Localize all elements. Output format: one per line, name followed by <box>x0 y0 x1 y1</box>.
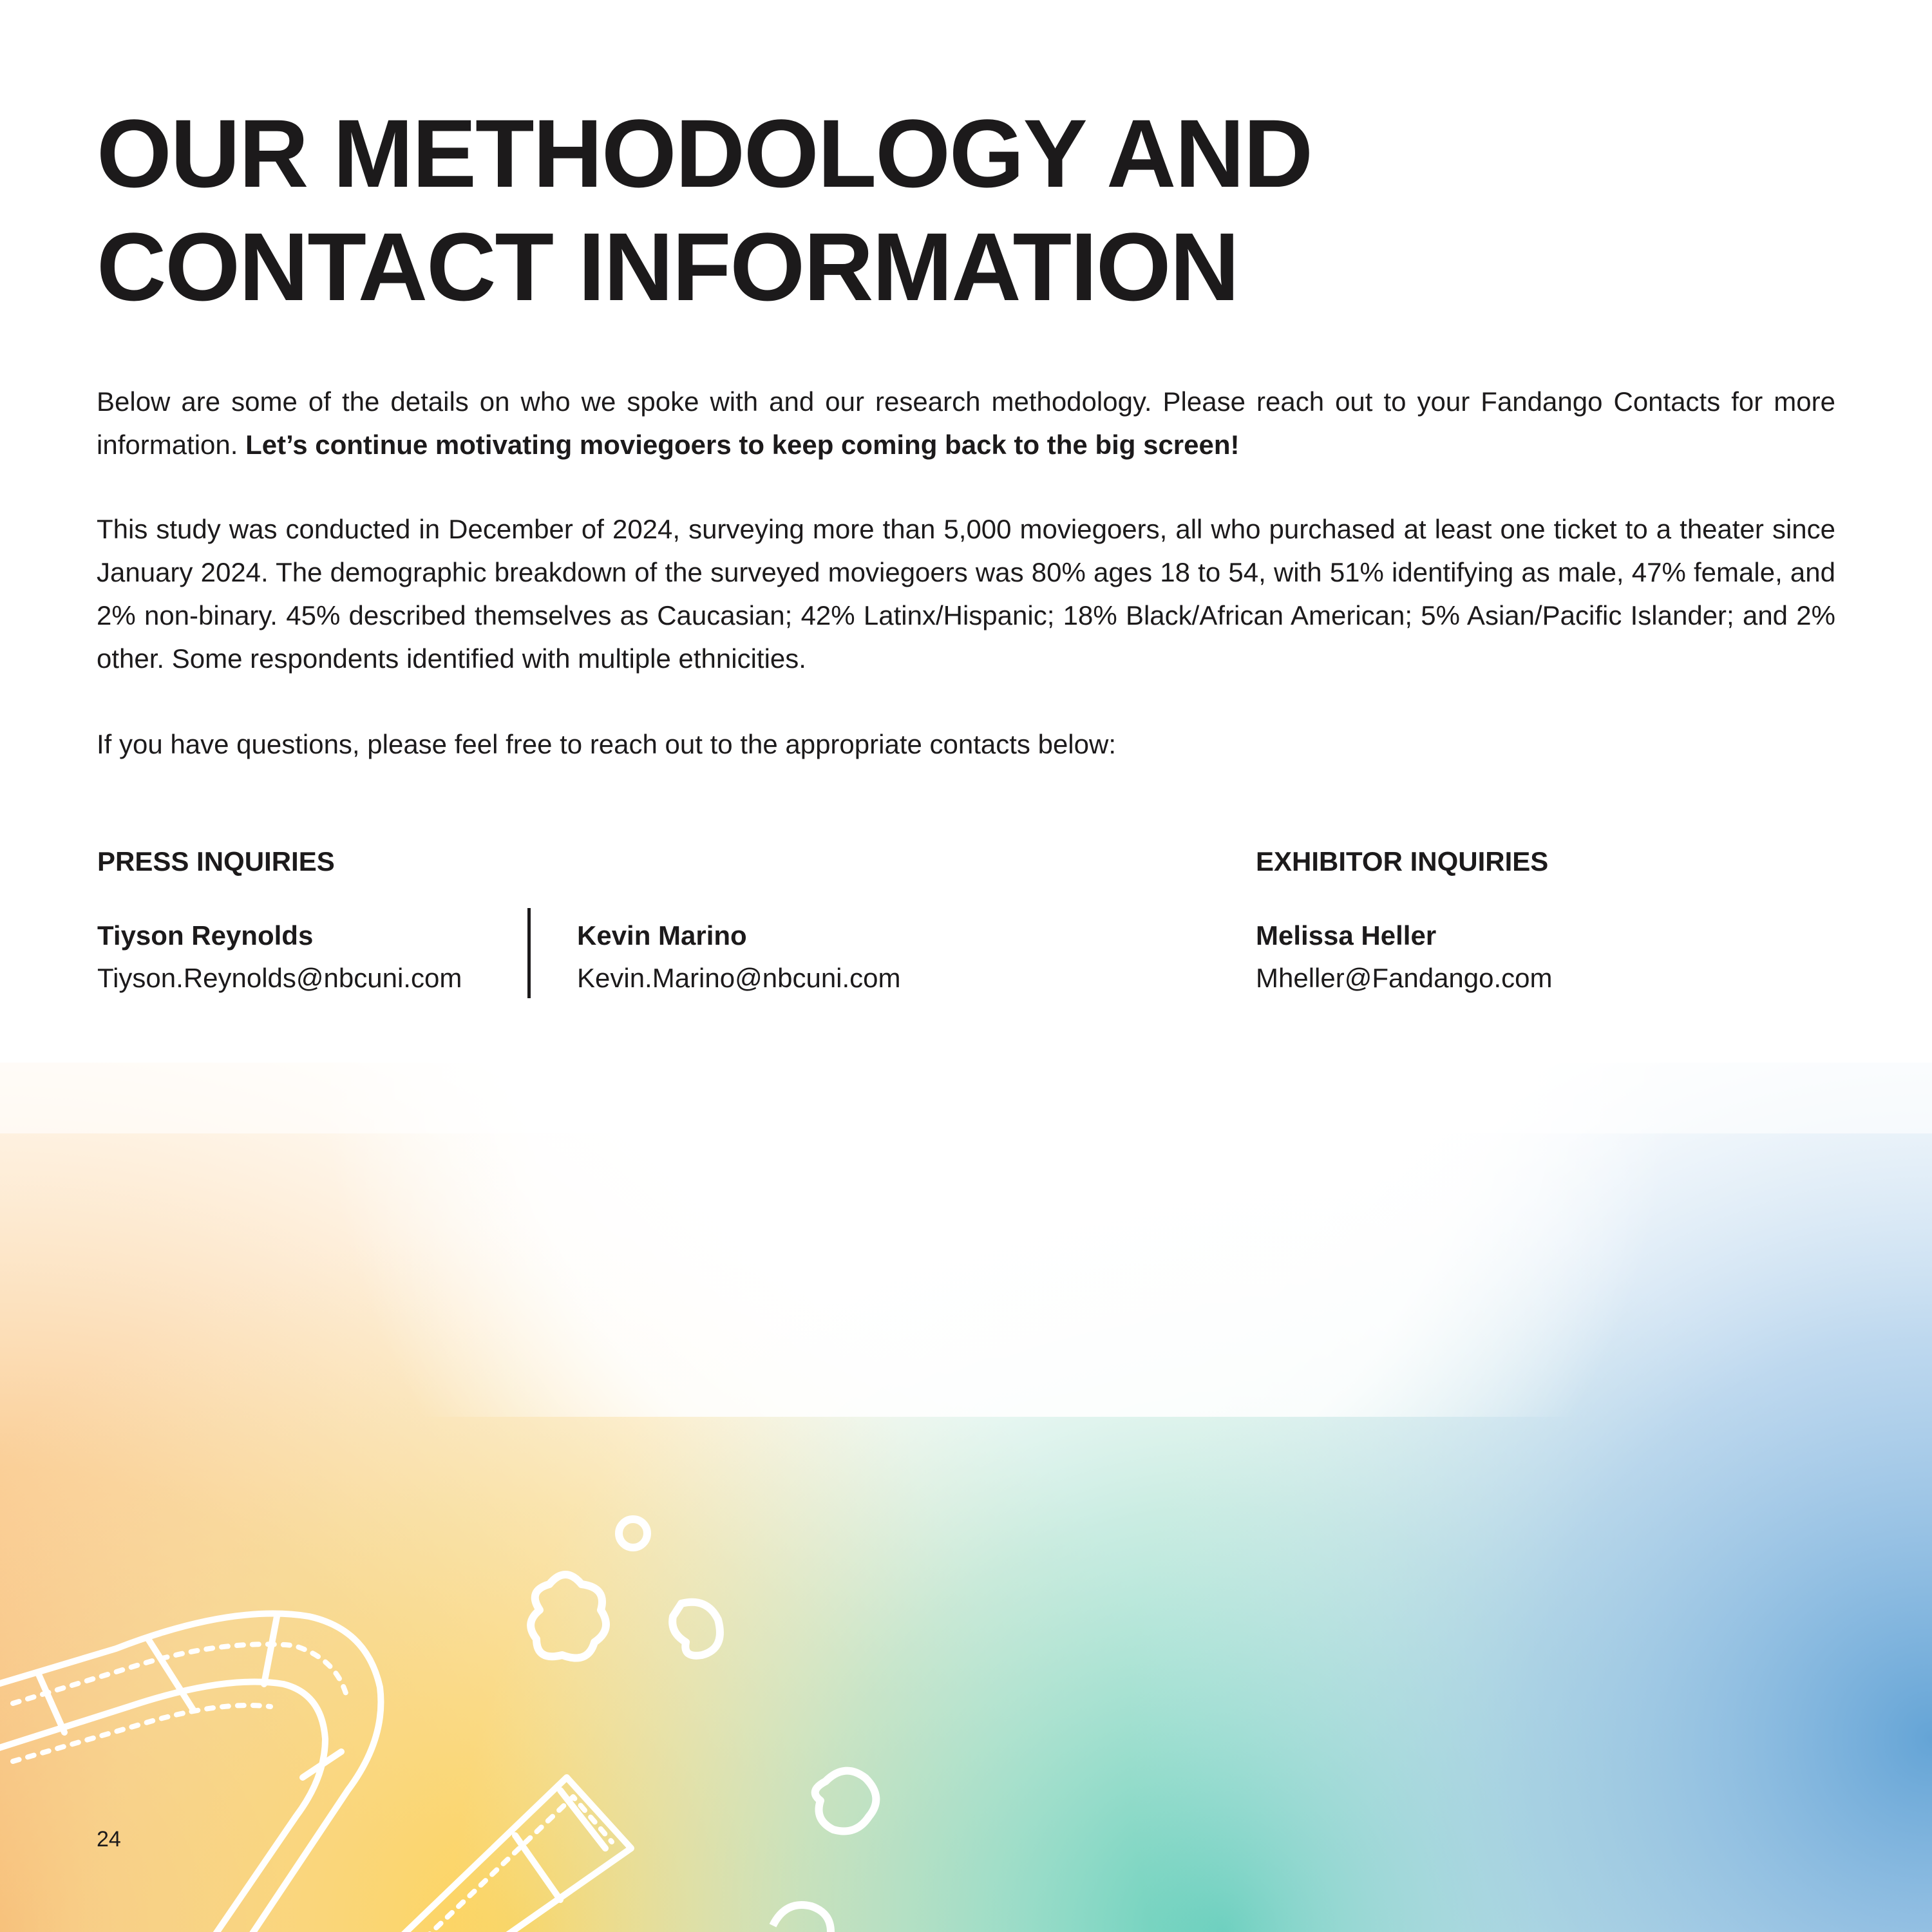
page-title-line-2: CONTACT INFORMATION <box>97 213 1238 321</box>
press-contact-1 <box>97 914 462 999</box>
intro-bold-callout: Let’s continue motivating moviegoers to keep coming back to the big screen! <box>245 430 1240 460</box>
questions-paragraph: If you have questions, please feel free to reach out to the appropriate contacts below: <box>97 729 1116 759</box>
contact-name: Kevin Marino <box>577 920 747 951</box>
contact-divider <box>527 908 531 998</box>
page-title <box>97 97 1578 323</box>
press-inquiries-heading: PRESS INQUIRIES <box>97 846 335 876</box>
exhibitor-inquiries-heading: EXHIBITOR INQUIRIES <box>1256 846 1549 876</box>
press-contact-2 <box>577 914 901 999</box>
intro-paragraph <box>97 380 1835 466</box>
contact-email-link[interactable]: Tiyson.Reynolds@nbcuni.com <box>97 963 462 993</box>
intro-text: Below are some of the details on who we spoke with and our research methodology. Please reach out to your Fandango Contacts for more information. <box>97 386 1835 460</box>
page-number: 24 <box>97 1827 121 1852</box>
methodology-paragraph: This study was conducted in December of 2024, surveying more than 5,000 moviegoers, all who purchased at least one ticket to a theater since January 2024. The demographic breakdown of the surveyed moviegoers was 80% ages 18 to 54, with 51% identifying as male, 47% female, and 2% non-binary. 45% described themselves as Caucasian; 42% Latinx/Hispanic; 18% Black/African American; 5% Asian/Pacific Islander; and 2% other. Some respondents identified with multiple ethnicities. <box>97 514 1835 674</box>
contact-email-link[interactable]: Kevin.Marino@nbcuni.com <box>577 963 901 993</box>
contact-email-link[interactable]: Mheller@Fandango.com <box>1256 963 1553 993</box>
exhibitor-contact-1 <box>1256 914 1553 999</box>
contact-name: Melissa Heller <box>1256 920 1437 951</box>
contact-name: Tiyson Reynolds <box>97 920 314 951</box>
page-title-line-1: OUR METHODOLOGY AND <box>97 99 1312 207</box>
